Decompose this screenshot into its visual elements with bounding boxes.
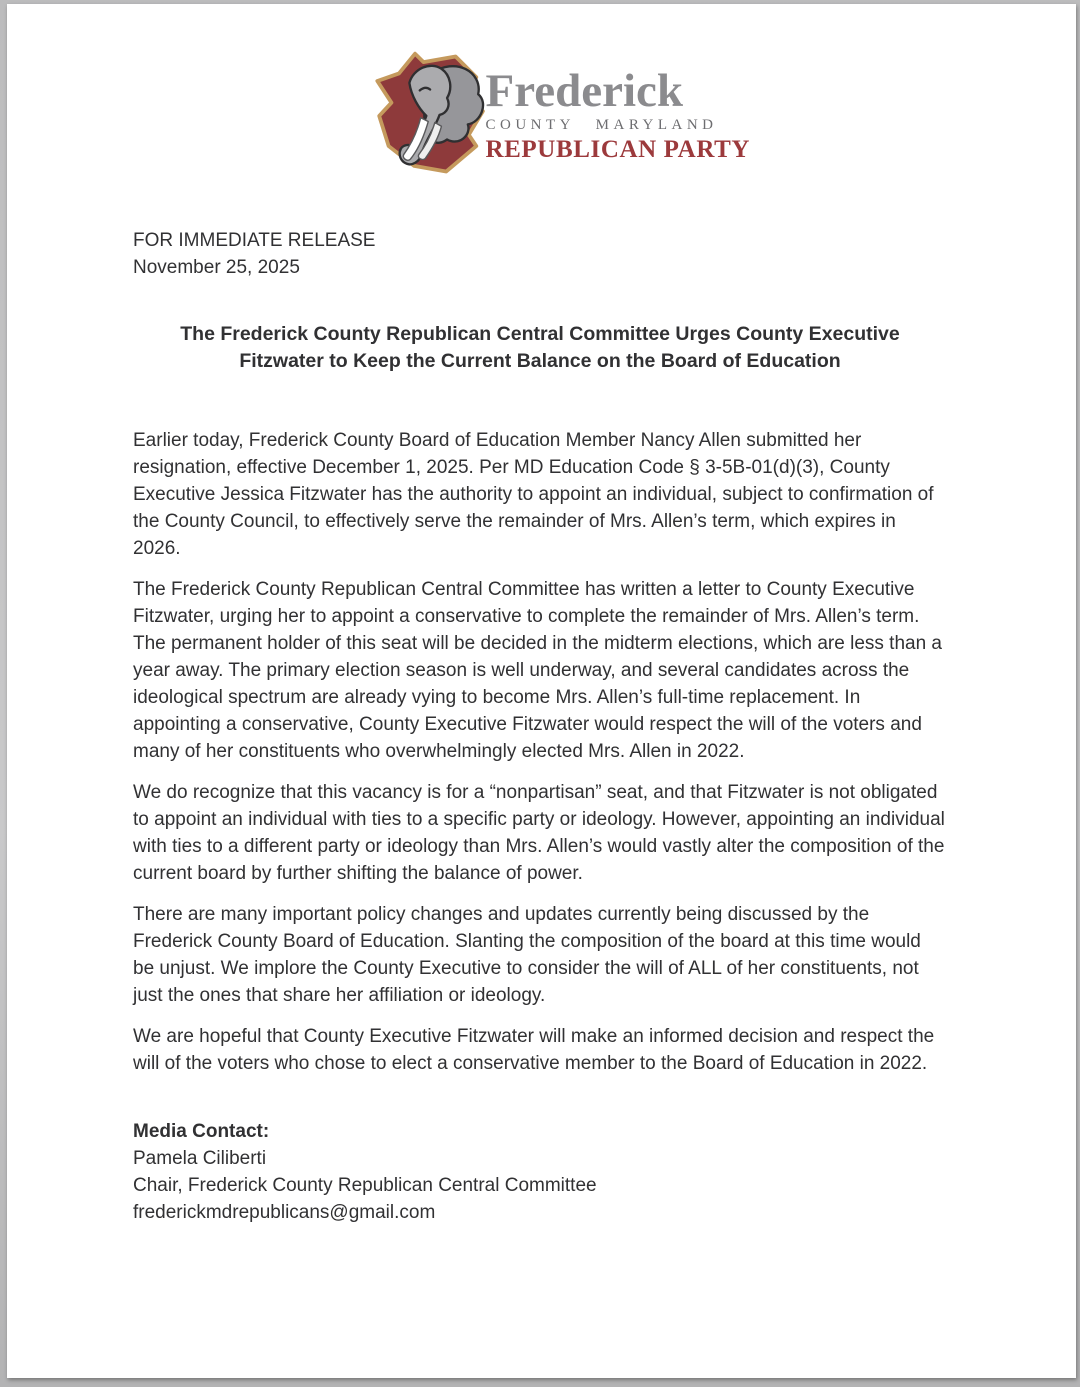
logo-title: Frederick [485,65,684,117]
headline-line-2: Fitzwater to Keep the Current Balance on the Board of Education [239,350,841,372]
headline [133,321,947,375]
body-paragraph: We are hopeful that County Executive Fitzwater will make an informed decision and respect the will of the voters who chose to elect a conservative member to the Board of Education in 2022. [133,1026,935,1074]
logo-subtitle [486,117,718,134]
release-block [133,227,947,281]
logo-state: MARYLAND [595,117,718,133]
logo-party-name: REPUBLICAN PARTY [485,136,751,163]
party-logo-text [485,65,751,164]
body-copy [133,427,947,1077]
media-contact-title: Chair, Frederick County Republican Central Committee [133,1175,597,1196]
body-paragraph: There are many important policy changes and updates currently being discussed by the Frederick County Board of Education. Slanting the composition of the board at this time would be unjust. We implore the County Executive to consider the will of ALL of her constituents, not just the ones that share her affiliation or ideology. [133,904,921,1006]
press-release-page [7,4,1076,1378]
document-body [133,227,947,1226]
release-label: FOR IMMEDIATE RELEASE [133,230,376,251]
media-contact-email: frederickmdrepublicans@gmail.com [133,1202,436,1223]
logo-county: COUNTY [485,117,575,133]
body-paragraph: Earlier today, Frederick County Board of Education Member Nancy Allen submitted her resignation, effective December 1, 2025. Per MD Education Code § 3-5B-01(d)(3), County Executive Jessica Fitzwater has the authority to appoint an individual, subject to confirmation of the County Council, to effectively serve the remainder of Mrs. Allen’s term, which expires in 2026. [133,430,934,559]
media-contact-block [133,1118,947,1226]
media-contact-heading: Media Contact: [133,1121,270,1142]
release-date: November 25, 2025 [133,257,300,278]
party-logo [7,48,1076,180]
body-paragraph: The Frederick County Republican Central Committee has written a letter to County Executive Fitzwater, urging her to appoint a conservative to complete the remainder of Mrs. Allen’s term. The permanent holder of this seat will be decided in the midterm elections, which are less than a year away. The primary election season is well underway, and several candidates across the ideological spectrum are already vying to become Mrs. Allen’s full-time replacement. In appointing a conservative, County Executive Fitzwater would respect the will of the voters and many of her constituents who overwhelmingly elected Mrs. Allen in 2022. [133,579,942,762]
media-contact-name: Pamela Ciliberti [133,1148,267,1169]
elephant-county-crest-icon [366,48,498,180]
headline-line-1: The Frederick County Republican Central Committee Urges County Executive [180,323,900,345]
body-paragraph: We do recognize that this vacancy is for a “nonpartisan” seat, and that Fitzwater is not obligated to appoint an individual with ties to a specific party or ideology. However, appointing an individual with ties to a different party or ideology than Mrs. Allen’s would vastly alter the composition of the current board by further shifting the balance of power. [133,782,945,884]
